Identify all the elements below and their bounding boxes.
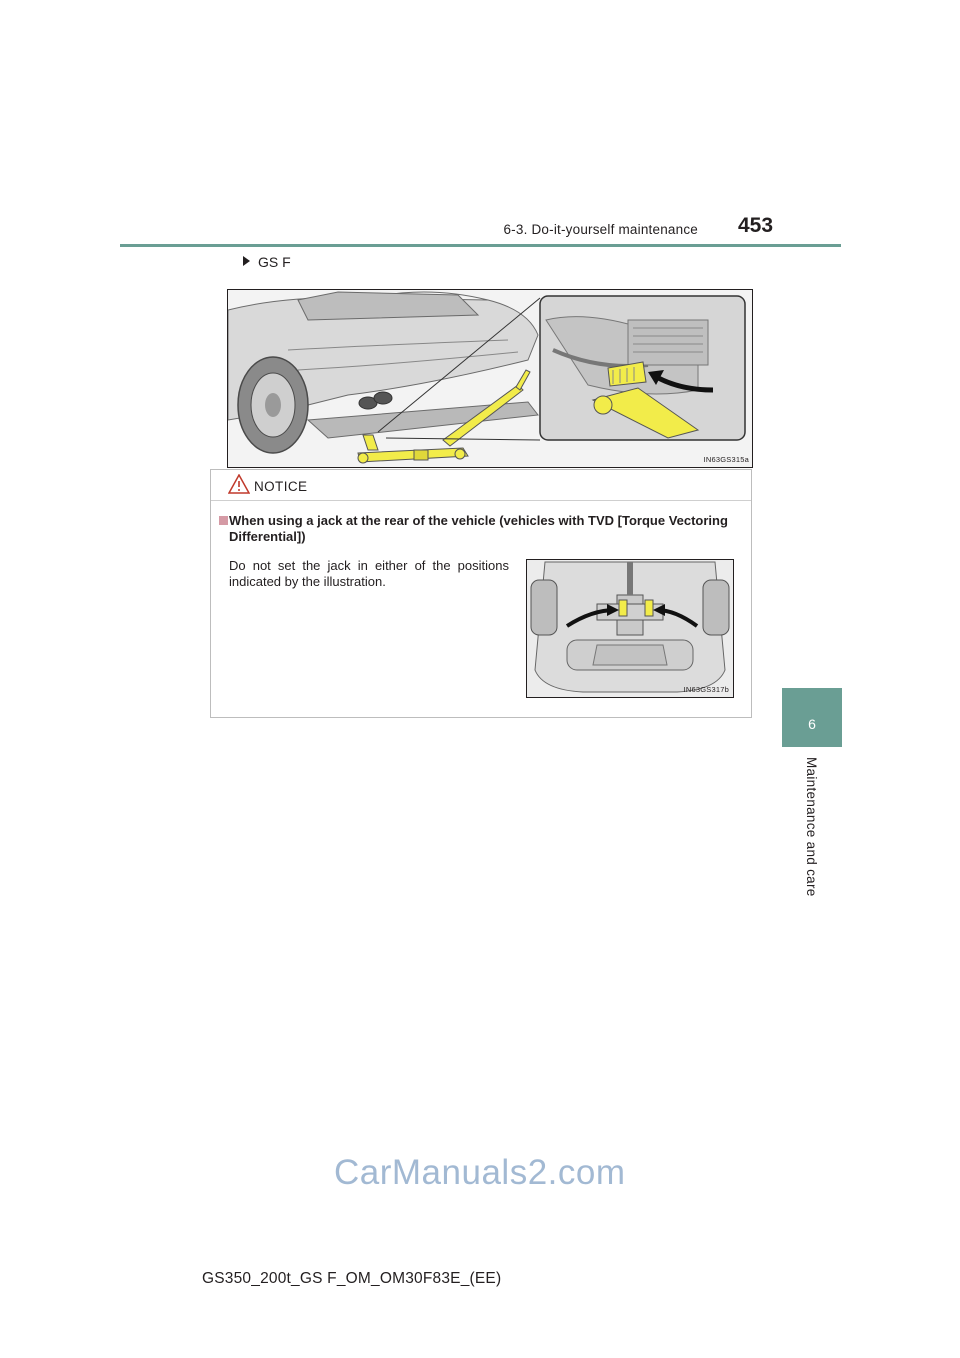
warning-icon (228, 474, 250, 494)
notice-header (211, 470, 751, 501)
chapter-number: 6 (808, 716, 816, 732)
underbody-drawing (527, 560, 733, 697)
square-bullet-icon (219, 516, 228, 525)
variant-text: GS F (258, 254, 291, 270)
rear-car-jack-drawing (228, 290, 752, 467)
tvd-jack-illustration (526, 559, 734, 698)
variant-label (243, 254, 291, 270)
header-rule (120, 244, 841, 247)
watermark: CarManuals2.com (334, 1153, 626, 1192)
notice-subheading (229, 513, 744, 545)
figure-code: IN63GS315a (703, 455, 749, 464)
jack-point-illustration (227, 289, 753, 468)
document-id: GS350_200t_GS F_OM_OM30F83E_(EE) (202, 1270, 502, 1287)
small-figure-code: IN63GS317b (683, 685, 729, 694)
notice-body: Do not set the jack in either of the positions indicated by the illustration. (229, 558, 509, 589)
notice-subheading-text: When using a jack at the rear of the vehicle (vehicles with TVD [Torque Vectoring Differential]) (229, 513, 728, 544)
page-number: 453 (738, 214, 774, 237)
chapter-tab (782, 688, 842, 747)
notice-box (210, 469, 752, 718)
chapter-label: Maintenance and care (804, 757, 819, 897)
notice-title: NOTICE (254, 479, 308, 494)
triangle-bullet-icon (243, 256, 250, 266)
section-title: 6-3. Do-it-yourself maintenance (503, 222, 698, 237)
